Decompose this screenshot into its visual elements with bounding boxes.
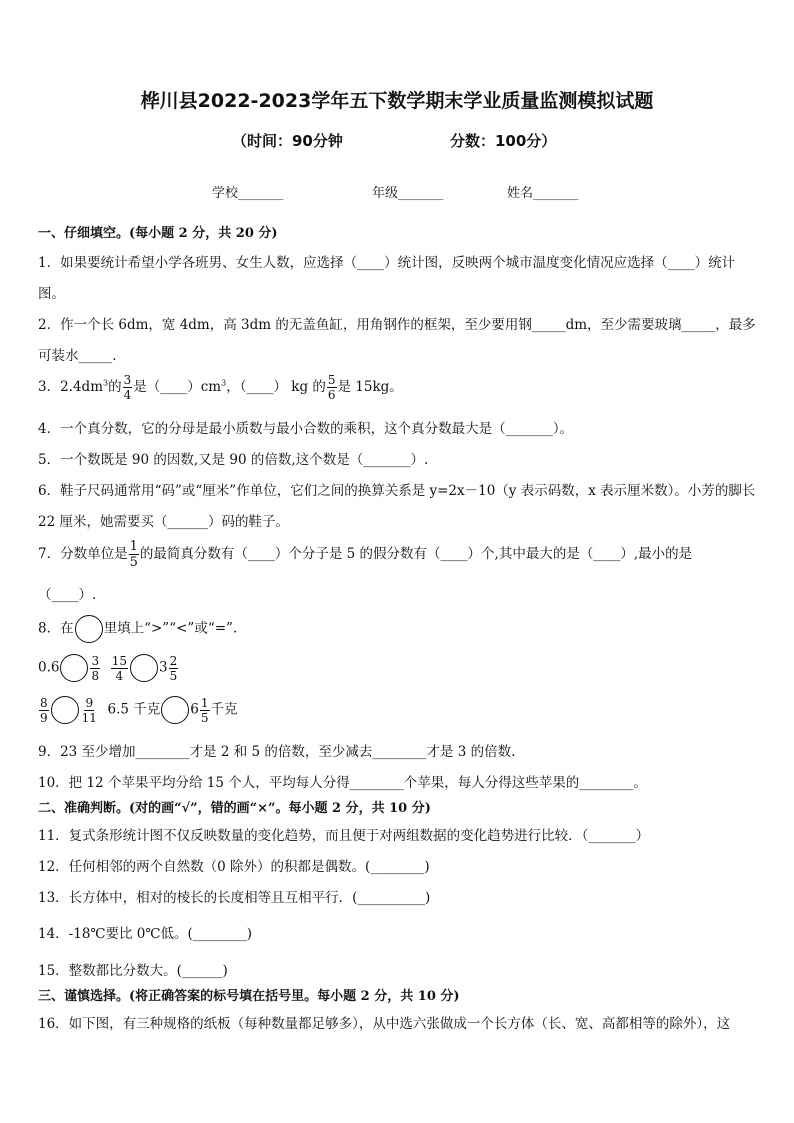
exam-time: （时间：90分钟 xyxy=(232,132,343,150)
q7-text-1: 7．分数单位是 xyxy=(38,546,128,562)
q8-r2-f1-den: 9 xyxy=(40,710,48,725)
q8-row-2 xyxy=(38,696,238,724)
q3-sup-2: 3 xyxy=(221,378,227,388)
section-1-heading: 一、仔细填空。(每小题 2 分，共 20 分) xyxy=(38,226,278,241)
question-12: 12．任何相邻的两个自然数（0 除外）的积都是偶数。(________) xyxy=(38,859,430,875)
q8-text-2: 里填上“>”“<”或“=”. xyxy=(103,620,238,637)
question-16: 16．如下图，有三种规格的纸板（每种数量都足够多），从中选六张做成一个长方体（长、宽、高都相等的除外），这 xyxy=(38,1016,731,1032)
question-2-line-1: 2．作一个长 6dm，宽 4dm，高 3dm 的无盖鱼缸，用角钢作的框架，至少要用钢_____dm，至少需要玻璃_____，最多 xyxy=(38,317,756,333)
q8-r2-f3-num: 1 xyxy=(200,695,209,710)
section-3-heading: 三、谨慎选择。(将正确答案的标号填在括号里。每小题 2 分，共 10 分) xyxy=(38,989,460,1004)
q8-r2-fraction-2 xyxy=(81,697,98,724)
question-7-line-2: （____）. xyxy=(38,587,97,603)
q8-r2-f2-den: 11 xyxy=(81,710,97,725)
q8-r1-fraction-2 xyxy=(111,655,128,682)
question-15: 15．整数都比分数大。(______) xyxy=(38,963,228,979)
name-field: 姓名_______ xyxy=(507,186,579,201)
q8-r2-a: 6.5 千克 xyxy=(107,701,161,718)
question-6-line-1: 6．鞋子尺码通常用“码”或“厘米”作单位，它们之间的换算关系是 y=2x－10（y 表示码数，x 表示厘米数）。小芳的脚长 xyxy=(38,483,756,499)
q3-sup-1: 3 xyxy=(103,378,109,388)
q3-text-2: 的 xyxy=(108,379,122,395)
page-title: 桦川县2022-2023学年五下数学期末学业质量监测模拟试题 xyxy=(140,90,654,112)
q7-f-den: 5 xyxy=(129,555,138,570)
question-1-line-1: 1．如果要统计希望小学各班男、女生人数，应选择（____）统计图，反映两个城市温度变化情况应选择（____）统计 xyxy=(38,255,736,271)
q8-r1-fraction-3 xyxy=(169,655,179,682)
q8-row-1 xyxy=(38,654,179,682)
q3-f1-num: 3 xyxy=(123,373,132,387)
q8-r1-a: 0.6 xyxy=(38,659,60,676)
q7-text-2: 的最简真分数有（____）个分子是 5 的假分数有（____）个,其中最大的是（____）,最小的是 xyxy=(139,546,693,562)
answer-circle[interactable] xyxy=(60,654,88,682)
q3-text-1: 3．2.4dm xyxy=(38,379,104,395)
q8-r1-f1-den: 8 xyxy=(91,668,100,683)
answer-circle[interactable] xyxy=(75,615,103,643)
q3-f1-den: 4 xyxy=(123,388,132,402)
answer-circle[interactable] xyxy=(130,654,158,682)
exam-score: 分数：100分） xyxy=(450,132,557,150)
q8-r1-b: 3 xyxy=(159,659,168,676)
q8-r2-fraction-3 xyxy=(200,697,210,724)
question-2-line-2: 可装水_____. xyxy=(38,348,117,364)
q8-text-1: 8．在 xyxy=(38,620,74,637)
q3-fraction-1 xyxy=(123,374,133,401)
q8-r1-f1-num: 3 xyxy=(91,653,100,668)
q3-fraction-2 xyxy=(327,374,337,401)
q8-r2-b: 6 xyxy=(190,701,199,718)
q8-r1-f3-num: 2 xyxy=(169,653,178,668)
q8-r2-c: 千克 xyxy=(210,701,238,718)
answer-circle[interactable] xyxy=(51,696,79,724)
question-8 xyxy=(38,615,237,643)
q7-fraction xyxy=(129,540,139,569)
question-14: 14．-18℃要比 0℃低。(________) xyxy=(38,926,253,942)
q8-r1-fraction-1 xyxy=(90,655,100,682)
q3-f2-den: 6 xyxy=(327,388,336,402)
q8-r1-f3-den: 5 xyxy=(169,668,178,683)
question-10: 10．把 12 个苹果平均分给 15 个人，平均每人分得________个苹果，每人分得这些苹果的________。 xyxy=(38,775,647,791)
grade-field: 年级_______ xyxy=(372,186,444,201)
question-9: 9．23 至少增加________才是 2 和 5 的倍数，至少减去________才是 3 的倍数. xyxy=(38,744,516,760)
question-4: 4．一个真分数，它的分母是最小质数与最小合数的乘积，这个真分数最大是（_______）。 xyxy=(38,421,574,437)
question-13: 13．长方体中，相对的棱长的长度相等且互相平行．(__________) xyxy=(38,890,431,906)
q8-r2-f1-num: 8 xyxy=(40,695,48,710)
answer-circle[interactable] xyxy=(161,696,189,724)
question-11: 11．复式条形统计图不仅反映数量的变化趋势，而且便于对两组数据的变化趋势进行比较．（_______） xyxy=(38,828,650,844)
question-1-line-2: 图。 xyxy=(38,286,65,302)
q8-r2-fraction-1 xyxy=(39,697,49,724)
question-5: 5．一个数既是 90 的因数,又是 90 的倍数,这个数是（_______）. xyxy=(38,452,429,468)
school-field: 学校_______ xyxy=(212,186,284,201)
q3-f2-num: 5 xyxy=(327,373,336,387)
q7-f-num: 1 xyxy=(129,539,138,554)
q8-r1-f2-num: 15 xyxy=(111,653,127,668)
q8-r2-f2-num: 9 xyxy=(85,695,94,710)
section-2-heading: 二、准确判断。(对的画“√”，错的画“×”。每小题 2 分，共 10 分) xyxy=(38,801,431,816)
q8-r2-f3-den: 5 xyxy=(200,710,209,725)
q3-text-4: ，（____） kg 的 xyxy=(226,379,326,395)
q3-text-3: 是（____）cm xyxy=(133,379,222,395)
question-7-line-1 xyxy=(38,540,692,569)
q8-r1-f2-den: 4 xyxy=(115,668,124,683)
question-6-line-2: 22 厘米，她需要买（______）码的鞋子。 xyxy=(38,514,289,530)
q3-text-5: 是 15kg。 xyxy=(337,379,403,395)
question-3 xyxy=(38,374,403,401)
